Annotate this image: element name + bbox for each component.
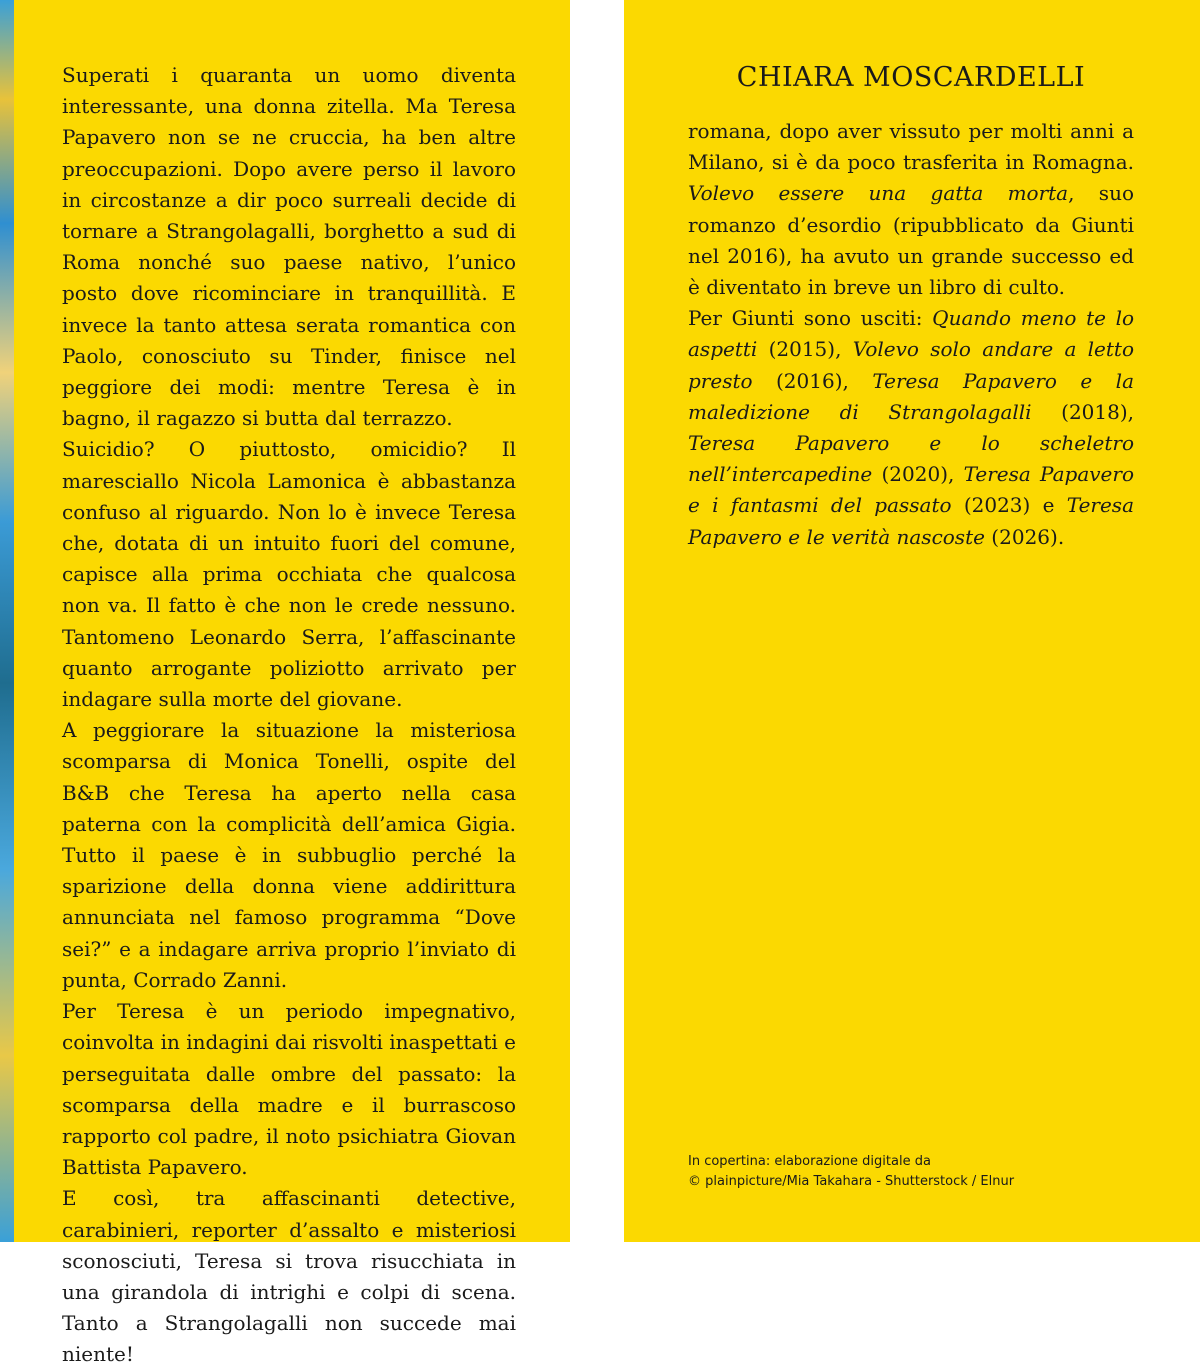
book-title: Teresa Papavero e i fantasmi del passato <box>688 462 1134 518</box>
bio-paragraph <box>688 116 1134 303</box>
bio-text: romana, dopo aver vissuto per molti anni a Milano, si è da poco trasferita in Romagna. <box>688 119 1134 175</box>
credits-line: © plainpicture/Mia Takahara - Shutterstock / Elnur <box>688 1174 1015 1189</box>
bio-text: (2016), <box>752 368 873 393</box>
book-title: Teresa Papavero e lo scheletro nell’intercapedine <box>688 431 1134 487</box>
bio-text: (2023) e <box>951 493 1067 518</box>
blurb-paragraph: E così, tra affascinanti detective, carabinieri, reporter d’assalto e misteriosi sconosciuti, Teresa si trova risucchiata in una girandola di intrighi e colpi di scena. Tanto a Strangolagalli non succede mai niente! <box>62 1186 516 1367</box>
bio-text: (2026). <box>984 524 1065 549</box>
blurb-paragraph: A peggiorare la situazione la misteriosa scomparsa di Monica Tonelli, ospite del B&B che Teresa ha aperto nella casa paterna con la complicità dell’amica Gigia. Tutto il paese è in subbuglio perché la sparizione della donna viene addirittura annunciata nel famoso programma “Dove sei?” e a indagare arriva proprio l’inviato di punta, Corrado Zanni. <box>62 718 516 992</box>
book-title: Volevo essere una gatta morta <box>688 181 1069 206</box>
book-title: Teresa Papavero e le verità nascoste <box>688 493 1134 549</box>
bio-text: Per Giunti sono usciti: <box>688 306 933 331</box>
blurb-paragraph: Suicidio? O piuttosto, omicidio? Il maresciallo Nicola Lamonica è abbastanza confuso al riguardo. Non lo è invece Teresa che, dotata di un intuito fuori del comune, capisce alla prima occhiata che qualcosa non va. Il fatto è che non le crede nessuno. Tantomeno Leonardo Serra, l’affascinante quanto arrogante poliziotto arrivato per indagare sulla morte del giovane. <box>62 437 516 712</box>
credits-line: In copertina: elaborazione digitale da <box>688 1154 931 1169</box>
bio-paragraph <box>688 303 1134 553</box>
book-title: Teresa Papavero e la maledizione di Strangolagalli <box>688 368 1134 424</box>
book-title: Quando meno te lo aspetti <box>688 306 1135 362</box>
book-blurb <box>62 60 516 1371</box>
blurb-paragraph: Per Teresa è un periodo impegnativo, coinvolta in indagini dai risvolti inaspettati e perseguitata dalle ombre del passato: la scomparsa della madre e il burrascoso rapporto col padre, il noto psichiatra Giovan Battista Papavero. <box>62 999 517 1180</box>
cover-image-edge <box>0 0 14 1242</box>
bio-text: (2015), <box>757 337 853 362</box>
book-title: Volevo solo andare a letto presto <box>688 337 1134 393</box>
bio-text: (2018), <box>1031 399 1135 424</box>
bio-text: (2020), <box>872 462 964 487</box>
author-name: CHIARA MOSCARDELLI <box>736 62 1086 93</box>
author-bio <box>688 116 1134 553</box>
bio-text: , suo romanzo d’esordio (ripubblicato da Giunti nel 2016), ha avuto un grande successo ed è diventato in breve un libro di culto. <box>688 181 1134 300</box>
cover-credits <box>688 1152 1128 1192</box>
blurb-paragraph: Superati i quaranta un uomo diventa interessante, una donna zitella. Ma Teresa Papavero non se ne cruccia, ha ben altre preoccupazioni. Dopo avere perso il lavoro in circostanze a dir poco surreali decide di tornare a Strangolagalli, borghetto a sud di Roma nonché suo paese nativo, l’unico posto dove ricominciare in tranquillità. E invece la tanto attesa serata romantica con Paolo, conosciuto su Tinder, finisce nel peggiore dei modi: mentre Teresa è in bagno, il ragazzo si butta dal terrazzo. <box>62 63 516 431</box>
